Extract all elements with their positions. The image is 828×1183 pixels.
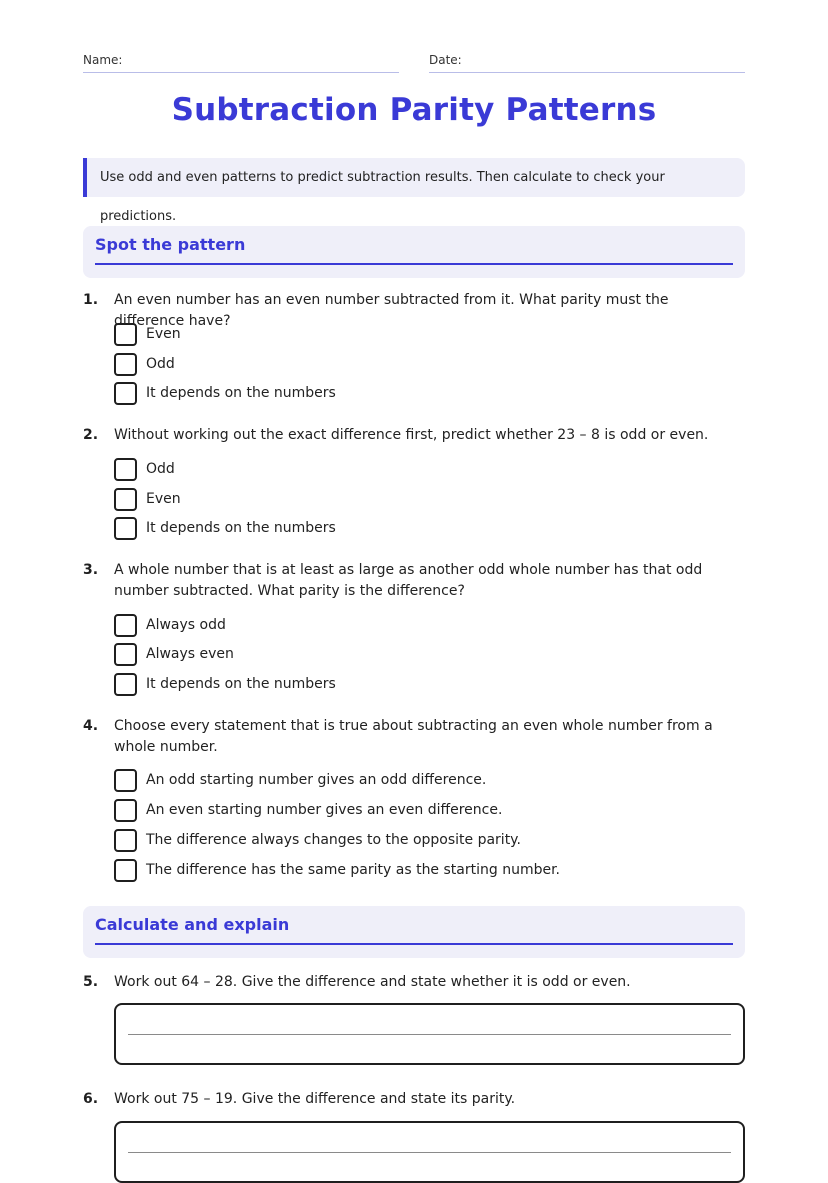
name-field[interactable] xyxy=(83,52,399,73)
name-date-row xyxy=(83,52,745,74)
option-label: An even starting number gives an even difference. xyxy=(146,802,503,818)
question-text: Without working out the exact difference first, predict whether 23 – 8 is odd or even. xyxy=(114,427,709,443)
option-same-parity[interactable] xyxy=(114,859,714,883)
section-header-spot-the-pattern xyxy=(83,226,745,278)
answer-line xyxy=(128,1152,731,1153)
date-field[interactable] xyxy=(429,52,745,73)
option-always-odd[interactable] xyxy=(114,614,714,638)
checkbox[interactable] xyxy=(114,859,137,882)
option-depends[interactable] xyxy=(114,382,714,406)
section-title: Calculate and explain xyxy=(95,916,733,945)
checkbox[interactable] xyxy=(114,799,137,822)
section-title: Spot the pattern xyxy=(95,236,733,265)
checkbox[interactable] xyxy=(114,488,137,511)
option-label: It depends on the numbers xyxy=(146,385,336,401)
checkbox[interactable] xyxy=(114,353,137,376)
checkbox[interactable] xyxy=(114,643,137,666)
question-number: 6. xyxy=(83,1091,99,1107)
question-text: An even number has an even number subtracted from it. What parity must the difference have? xyxy=(114,292,669,329)
question-text: Choose every statement that is true about subtracting an even whole number from a whole number. xyxy=(114,718,713,755)
option-always-even[interactable] xyxy=(114,643,714,667)
checkbox[interactable] xyxy=(114,323,137,346)
option-label: The difference always changes to the opposite parity. xyxy=(146,832,521,848)
question-text: Work out 64 – 28. Give the difference and state whether it is odd or even. xyxy=(114,974,631,990)
option-label: An odd starting number gives an odd difference. xyxy=(146,772,487,788)
option-odd[interactable] xyxy=(114,353,714,377)
question-text: Work out 75 – 19. Give the difference and state its parity. xyxy=(114,1091,516,1107)
option-label: Even xyxy=(146,491,181,507)
option-label: Even xyxy=(146,326,181,342)
checkbox[interactable] xyxy=(114,382,137,405)
option-depends[interactable] xyxy=(114,673,714,697)
answer-line xyxy=(128,1034,731,1035)
name-label: Name: xyxy=(83,53,123,67)
answer-box[interactable] xyxy=(114,1003,745,1065)
option-even[interactable] xyxy=(114,488,714,512)
checkbox[interactable] xyxy=(114,769,137,792)
checkbox[interactable] xyxy=(114,517,137,540)
question-number: 4. xyxy=(83,718,99,734)
option-label: It depends on the numbers xyxy=(146,520,336,536)
option-odd-start[interactable] xyxy=(114,769,714,793)
option-label: Odd xyxy=(146,356,175,372)
option-label: It depends on the numbers xyxy=(146,676,336,692)
checkbox[interactable] xyxy=(114,614,137,637)
option-even-start[interactable] xyxy=(114,799,714,823)
instructions-box: Use odd and even patterns to predict subtraction results. Then calculate to check your predictions. xyxy=(83,158,745,197)
date-label: Date: xyxy=(429,53,462,67)
option-label: Always odd xyxy=(146,617,226,633)
option-depends[interactable] xyxy=(114,517,714,541)
checkbox[interactable] xyxy=(114,458,137,481)
option-odd[interactable] xyxy=(114,458,714,482)
question-number: 2. xyxy=(83,427,99,443)
checkbox[interactable] xyxy=(114,829,137,852)
question-text: A whole number that is at least as large as another odd whole number has that odd number subtracted. What parity is the difference? xyxy=(114,562,703,599)
page-title: Subtraction Parity Patterns xyxy=(171,92,657,128)
option-label: Odd xyxy=(146,461,175,477)
checkbox[interactable] xyxy=(114,673,137,696)
option-opposite-parity[interactable] xyxy=(114,829,714,853)
question-number: 1. xyxy=(83,292,99,308)
option-label: The difference has the same parity as the starting number. xyxy=(146,862,561,878)
question-number: 3. xyxy=(83,562,99,578)
question-number: 5. xyxy=(83,974,99,990)
section-header-calculate-and-explain xyxy=(83,906,745,958)
answer-box[interactable] xyxy=(114,1121,745,1183)
option-even[interactable] xyxy=(114,323,714,347)
option-label: Always even xyxy=(146,646,234,662)
